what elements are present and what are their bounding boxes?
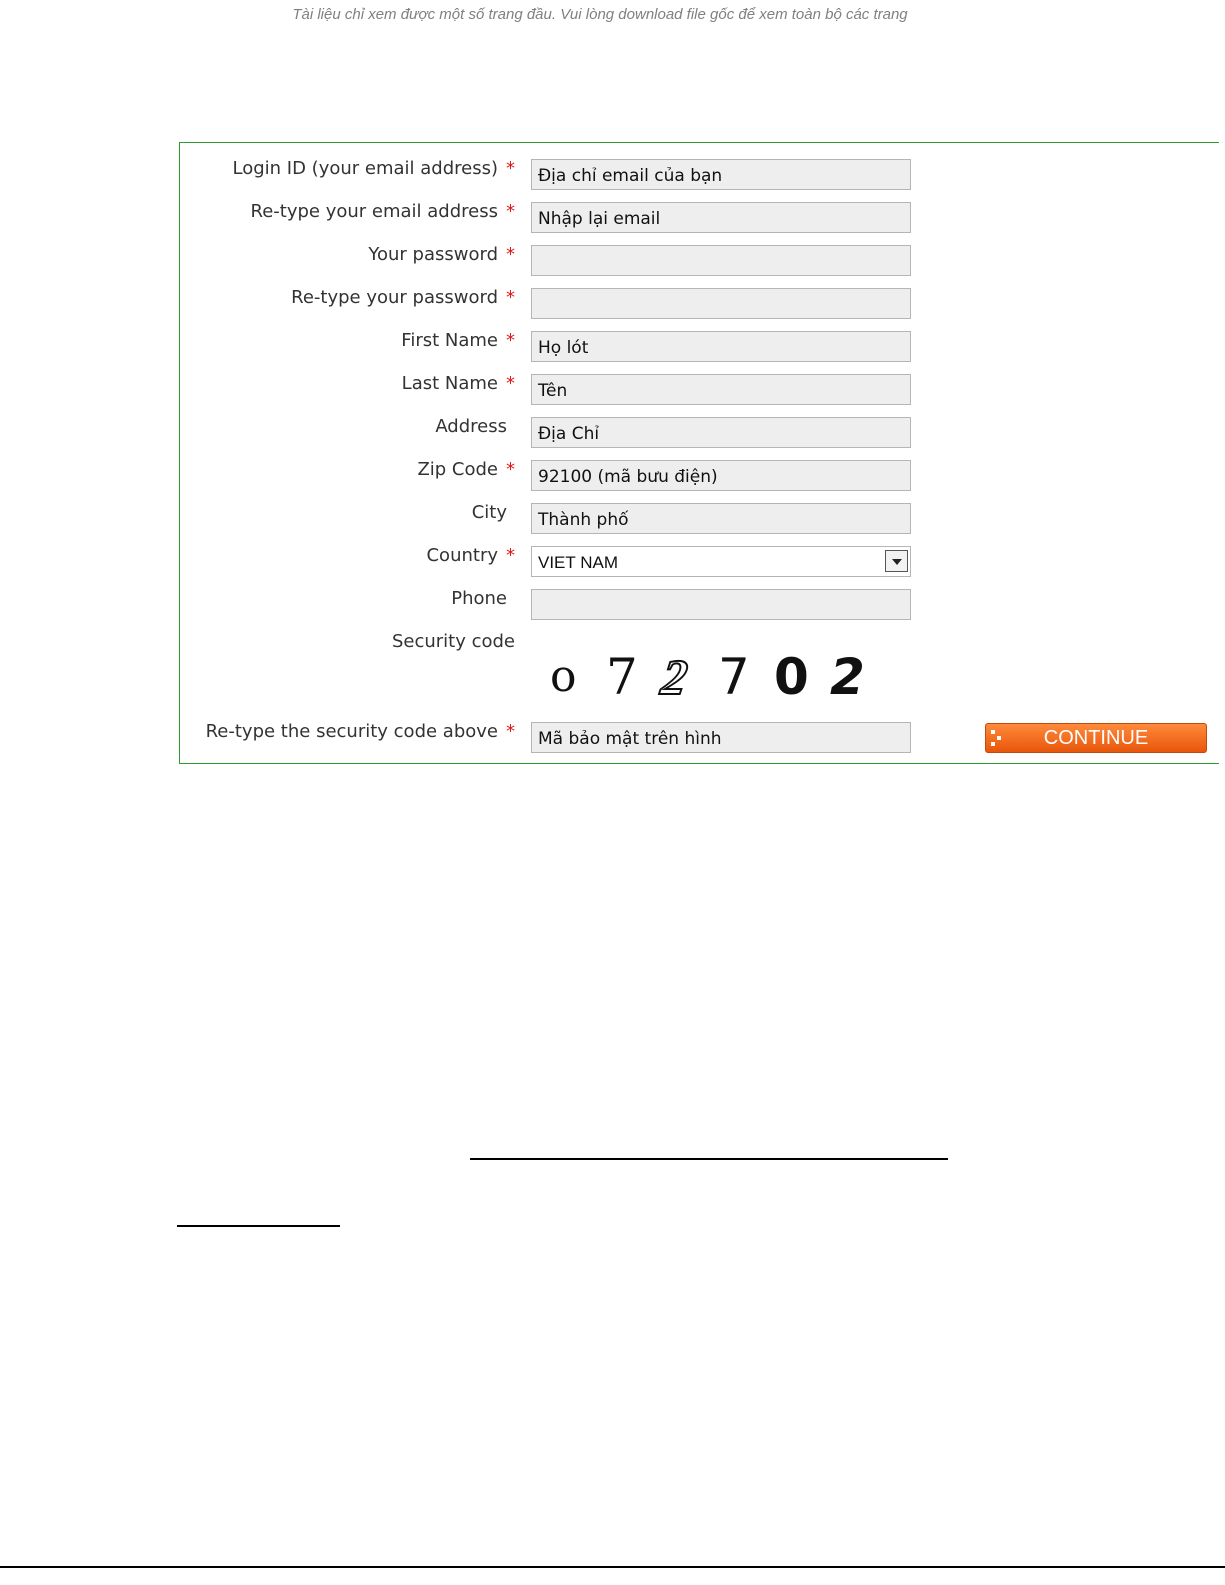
address-label: Address <box>435 416 507 437</box>
captcha-char: 7 <box>718 648 750 706</box>
zip-code-input[interactable]: 92100 (mã bưu điện) <box>531 460 911 491</box>
last-name-label: Last Name * <box>401 373 515 394</box>
retype-security-label: Re-type the security code above * <box>205 721 515 742</box>
captcha-char: 7 <box>606 648 638 706</box>
login-id-label: Login ID (your email address) * <box>232 158 515 179</box>
captcha-char: o <box>550 651 577 702</box>
city-label: City <box>471 502 507 523</box>
continue-label: CONTINUE <box>1043 727 1149 749</box>
retype-email-input[interactable]: Nhập lại email <box>531 202 911 233</box>
password-label: Your password * <box>368 244 515 265</box>
zip-code-label: Zip Code * <box>417 459 515 480</box>
password-input[interactable] <box>531 245 911 276</box>
city-input[interactable]: Thành phố <box>531 503 911 534</box>
continue-button[interactable] <box>985 723 1207 753</box>
captcha-image <box>550 645 886 705</box>
login-id-input[interactable]: Địa chỉ email của bạn <box>531 159 911 190</box>
retype-password-input[interactable] <box>531 288 911 319</box>
divider-line <box>177 1225 340 1227</box>
country-select-value: VIET NAM <box>538 553 618 572</box>
phone-input[interactable] <box>531 589 911 620</box>
address-input[interactable]: Địa Chỉ <box>531 417 911 448</box>
preview-notice: Tài liệu chỉ xem được một số trang đầu. Vui lòng download file gốc để xem toàn bộ các trang <box>292 6 908 23</box>
first-name-input[interactable]: Họ lót <box>531 331 911 362</box>
captcha-char: 2 <box>658 649 691 705</box>
chevron-down-icon[interactable] <box>885 550 908 572</box>
first-name-label: First Name * <box>401 330 515 351</box>
retype-email-label: Re-type your email address * <box>250 201 515 222</box>
country-label: Country * <box>426 545 515 566</box>
captcha-char: 2 <box>830 648 865 706</box>
last-name-input[interactable]: Tên <box>531 374 911 405</box>
bullet-icon <box>991 730 1005 746</box>
security-code-input[interactable]: Mã bảo mật trên hình <box>531 722 911 753</box>
registration-form <box>179 142 1219 764</box>
captcha-char: 0 <box>774 648 809 706</box>
retype-password-label: Re-type your password * <box>291 287 515 308</box>
divider-line <box>470 1158 948 1160</box>
security-code-label: Security code <box>391 631 515 652</box>
country-select[interactable] <box>531 546 911 577</box>
phone-label: Phone <box>451 588 507 609</box>
page-bottom-rule <box>0 1566 1225 1568</box>
